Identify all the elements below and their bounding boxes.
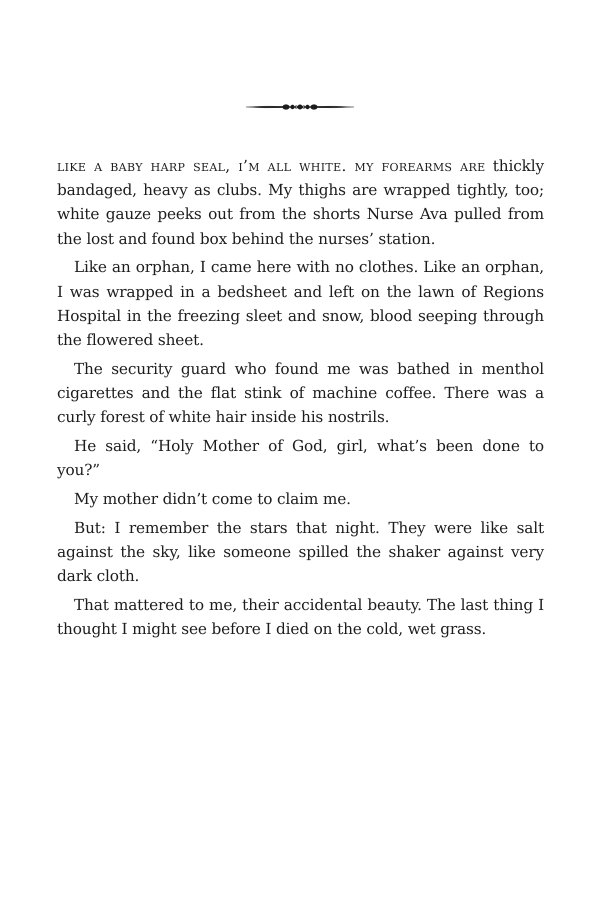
chapter-text — [57, 154, 544, 646]
decorative-divider-icon — [246, 100, 354, 114]
body-paragraph: But: I remember the stars that night. They were like salt against the sky, like someone spilled the shaker against very dark cloth. — [57, 518, 544, 586]
body-paragraph: Like an orphan, I came here with no clothes. Like an orphan, I was wrapped in a bedsheet and left on the lawn of Regions Hospital in the freezing sleet and snow, blood seeping through the flowered sheet. — [57, 258, 544, 350]
body-paragraph: My mother didn’t come to claim me. — [74, 490, 351, 509]
small-caps-lead-in: like a baby harp seal, i’m all white. my forearms are — [57, 157, 486, 175]
opening-paragraph — [57, 154, 544, 251]
body-paragraph: That mattered to me, their accidental beauty. The last thing I thought I might see before I died on the cold, wet grass. — [57, 596, 544, 639]
body-paragraph: He said, “Holy Mother of God, girl, what’s been done to you?” — [57, 437, 544, 480]
opening-paragraph-rest: thickly bandaged, heavy as clubs. My thighs are wrapped tightly, too; white gauze peeks out from the shorts Nurse Ava pulled from the lost and found box behind the nurses’ station. — [57, 157, 544, 248]
body-paragraph: The security guard who found me was bathed in menthol cigarettes and the flat stink of machine coffee. There was a curly forest of white hair inside his nostrils. — [57, 359, 544, 427]
